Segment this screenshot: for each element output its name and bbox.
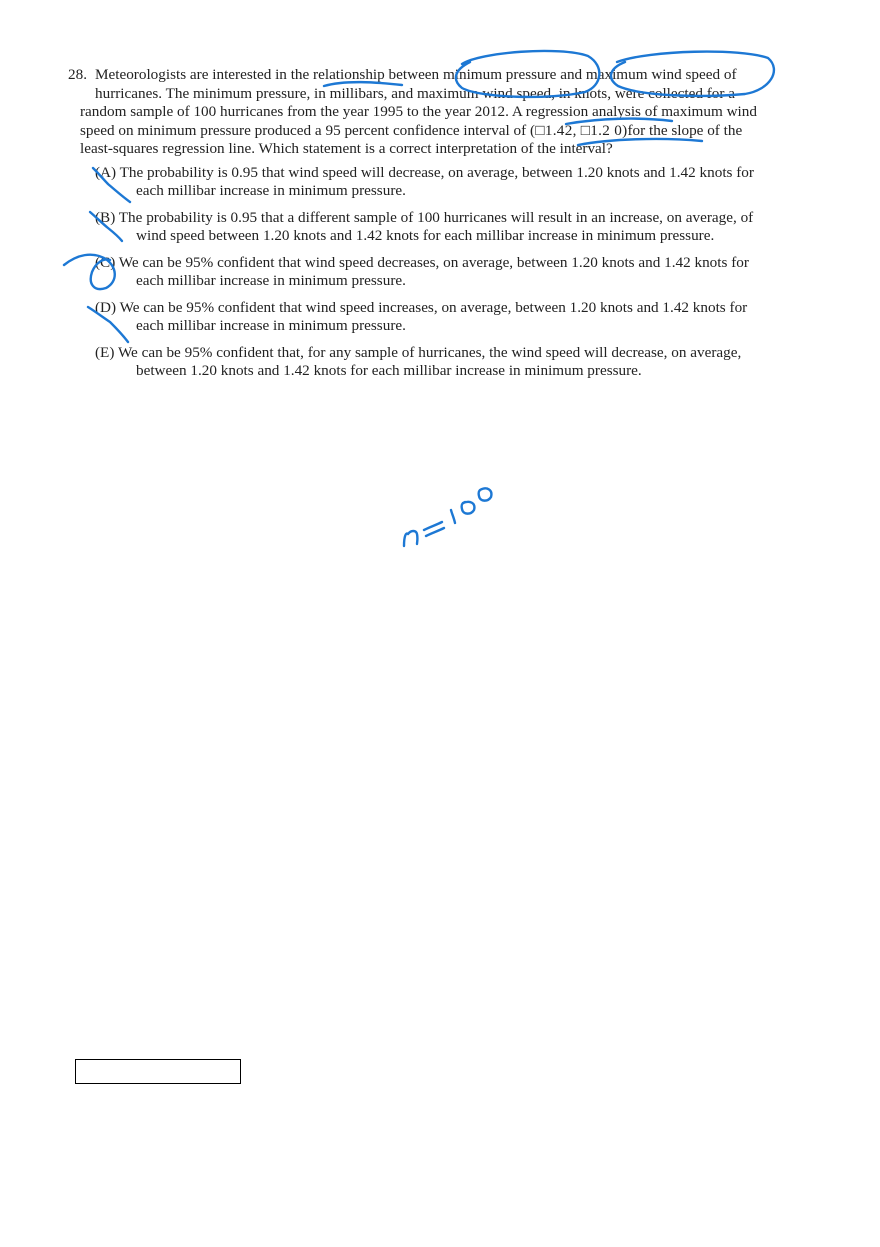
option-d[interactable]	[80, 299, 820, 336]
option-letter: (B)	[95, 208, 116, 226]
option-c[interactable]	[80, 254, 820, 291]
option-text: We can be 95% confident that wind speed decreases, on average, between 1.20 knots and 1.42 knots for	[118, 253, 749, 271]
answer-box[interactable]	[75, 1059, 241, 1084]
question-stem	[80, 66, 820, 159]
option-text: The probability is 0.95 that wind speed will decrease, on average, between 1.20 knots and 1.42 knots for	[119, 163, 754, 181]
answer-options	[80, 164, 820, 381]
option-text-cont: each millibar increase in minimum pressure.	[136, 272, 406, 289]
option-text: We can be 95% confident that, for any sample of hurricanes, the wind speed will decrease, on average,	[117, 343, 742, 361]
stem-line-4-suffix: for the slope of the	[627, 121, 743, 139]
question-28	[68, 66, 820, 389]
option-text-cont: wind speed between 1.20 knots and 1.42 knots for each millibar increase in minimum pressure.	[136, 227, 715, 244]
option-text: The probability is 0.95 that a different sample of 100 hurricanes will result in an increase, on average, of	[118, 208, 754, 226]
stem-line-2: hurricanes. The minimum pressure, in millibars, and maximum wind speed, in knots, were collected for a	[95, 84, 735, 102]
stem-line-3: random sample of 100 hurricanes from the year 1995 to the year 2012. A regression analysis of maximum wind	[80, 103, 757, 120]
option-letter: (E)	[95, 343, 115, 361]
option-text: We can be 95% confident that wind speed increases, on average, between 1.20 knots and 1.42 knots for	[119, 298, 748, 316]
option-letter: (A)	[95, 163, 117, 181]
option-text-cont: between 1.20 knots and 1.42 knots for each millibar increase in minimum pressure.	[136, 362, 642, 379]
option-b[interactable]	[80, 209, 820, 246]
option-letter: (C)	[95, 253, 116, 271]
option-text-cont: each millibar increase in minimum pressure.	[136, 182, 406, 199]
question-number: 28.	[68, 66, 87, 83]
handwritten-n-equals-100	[404, 488, 491, 546]
option-e[interactable]	[80, 344, 820, 381]
option-a[interactable]	[80, 164, 820, 201]
stem-line-5: least-squares regression line. Which statement is a correct interpretation of the interval?	[80, 140, 613, 157]
stem-line-1: Meteorologists are interested in the relationship between minimum pressure and maximum wind speed of	[95, 66, 737, 83]
stem-line-4-text: speed on minimum pressure produced a 95 percent confidence interval of	[80, 121, 527, 139]
stem-line-4	[80, 122, 820, 141]
option-text-cont: each millibar increase in minimum pressure.	[136, 317, 406, 334]
option-letter: (D)	[95, 298, 117, 316]
confidence-interval: (□1.42, □1.2 0)	[529, 121, 628, 139]
